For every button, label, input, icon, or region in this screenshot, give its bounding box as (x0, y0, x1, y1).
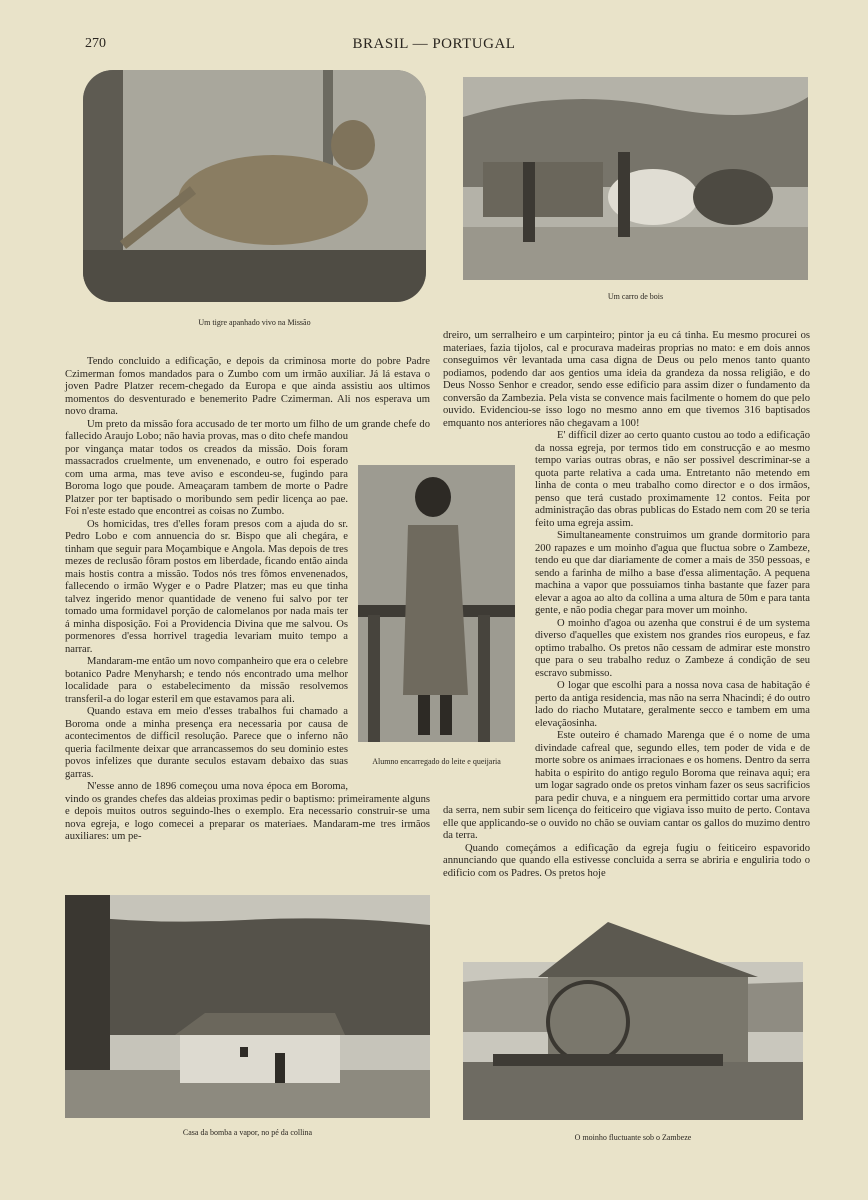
paragraph: O logar que escolhi para a nossa nova casa de habitação é perto da antiga residencia, mas não na serra Nhacindi; é do outro lado do riacho Mutatare, geralmente secco e tambem em uma elevaçãosinha. (535, 680, 810, 729)
paragraph: N'esse anno de 1896 começou uma nova época em Boroma, vindo os grandes chefes das aldeias proximas pedir o baptismo: primeiramente alguns e depois muitos outros seguindo-lhes o exemplo. Era necessario construir-se uma nova egreja, e logo comecei a preparar os materiaes. Mandaram-me tres irmãos auxiliares: um pe- (65, 781, 430, 842)
student-caption: Alumno encarregado do leite e queijaria (372, 757, 501, 766)
paragraph: dreiro, um serralheiro e um carpinteiro; pintor ja eu cá tinha. Eu mesmo procurei os materiaes, fazia tijolos, cal e procurava madeiras proprias no mato: e em dois annos conseguimos vêr levantada uma casa digna de Deus ou pelo menos tanto quanto podiamos, podendo dar aos gentios uma ideia da grandeza da nossa religião, e do Deus Nosso Senhor e creador, sendo esse edificio para assim dizer o fundamento da conversão da Zambezia. Pela vista se convence mais facilmente o homem do que pelo ouvido. Evidenciou-se isso logo no mesmo anno em que tivemos 316 baptisados emquanto nos anteriores não chegavam a 100! (443, 330, 810, 429)
tiger-photo (83, 70, 426, 302)
paragraph: E' difficil dizer ao certo quanto custou ao todo a edificação da nossa egreja, por termos tido em construcção e ao mesmo tempo varias outras obras, e não ser possivel descriminar-se a quota parte relativa a cada uma. Entretanto não metendo em linha de conta o meu trabalho como director e o dos irmãos, penso que terá custado proximamente 12 contos. Feita por administração das obras publicas do Estado nem com 20 se teria feito uma egreja assim. (535, 430, 810, 529)
oxcart-photo (463, 77, 808, 280)
left-column-text (65, 356, 430, 844)
pump-house-photo (65, 895, 430, 1118)
paragraph: Quando começámos a edificação da egreja fugiu o feiticeiro espavorido annunciando que quando ella estivesse concluida a serra se abriria e enguliria todo o edificio com os Padres. Os pretos hoje (443, 842, 810, 879)
page-number: 270 (85, 36, 106, 51)
paragraph: Um preto da missão fora accusado de ter morto um filho de um grande chefe do fallecido Araujo Lobo; não havia provas, mas o dito chefe mandou por vingança matar todos os creados da missão. Dois foram massacrados cruelmente, um envenenado, e outro foi esperado com uma arma, mas teve aviso e escondeu-se, fugindo para Boroma logo que poude. Ameaçaram tambem de morte o Padre Platzer por ter baptisado o moribundo sem pedir licença ao pae. Foi n'este estado que encontrei as coisas no Zumbo. (65, 418, 430, 517)
mill-caption: O moinho fluctuante sob o Zambeze (574, 1133, 692, 1142)
mill-photo (463, 922, 803, 1120)
oxcart-caption: Um carro de bois (607, 292, 664, 301)
tiger-caption: Um tigre apanhado vivo na Missão (198, 318, 311, 327)
paragraph: Quando estava em meio d'esses trabalhos fui chamado a Boroma onde a minha presença era necessaria por causa de acontecimentos de difficil resolução. Parece que o inferno não queria facilmente deixar que arrancassemos do seu dominio estes povos infelizes que durante seculos estavam debaixo das suas garras. (65, 706, 348, 780)
paragraph: Mandaram-me então um novo companheiro que era o celebre botanico Padre Menyharsh; e tendo nós encontrado uma melhor localidade para o estabelecimento da missão resolvemos transferil-a do logar esteril em que estavamos para ali. (65, 656, 348, 705)
paragraph: Simultaneamente construimos um grande dormitorio para 200 rapazes e um moinho d'agua que fluctua sobre o Zambeze, tendo eu que dar diariamente de comer a mais de 350 pessoas, e sendo a farinha de milho a base d'essa alimentação. A pequena machina a vapor que possuiamos tinha bastante que fazer para elevar a agoa ao alto da collina a uma altura de 50m e para tanta gente, e não podia chegar para mover um moinho. (535, 530, 810, 616)
paragraph: O moinho d'agoa ou azenha que construi é de um systema diverso d'aquelles que existem nos grandes rios europeus, e faz optimo trabalho. Os pretos não cessam de admirar este monstro que para o seu trabalho reduz o Zambeze á condição de seu escravo submisso. (535, 617, 810, 679)
running-header: BRASIL — PORTUGAL (352, 36, 516, 52)
right-column-text (443, 330, 810, 880)
paragraph: Este outeiro é chamado Marenga que é o nome de uma divindade cafreal que, segundo elles, tem poder de vida e de morte sobre os animaes irracionaes e os homens. Dentro da serra habita o espirito do antigo regulo Boroma que reinava aqui; era um logar sagrado onde os pretos vinham fazer os seus sacrificios para pedir chuva, e a ninguem era permittido cortar uma arvore da serra, nem subir sem licença do feiticeiro que vigiava isso muito de perto. Contava elle que applicando-se o ouvido no chão se ouviam cantar os gallos do muzimo dentro da terra. (443, 730, 810, 841)
pump-house-caption: Casa da bomba a vapor, no pé da collina (182, 1128, 313, 1137)
paragraph: Tendo concluido a edificação, e depois da criminosa morte do pobre Padre Czimerman fomos mandados para o Zumbo com um irmão auxiliar. Já lá estava o joven Padre Platzer recem-chegado da Europa e que ainda assistiu aos ultimos momentos do desventurado e benemerito Padre Czimerman. Ali nos esperava um novo drama. (65, 356, 430, 417)
paragraph: Os homicidas, tres d'elles foram presos com a ajuda do sr. Pedro Lobo e com annuencia do sr. Bispo que ali chegára, e tinham que seguir para Moçambique e Angola. Mas depois de tres mezes de reclusão fôram postos em liberdade, ficando então ainda mais hostis contra a missão. Todos nós tres fômos envenenados, fallecendo o irmão Wyger e o Padre Platzer; mas eu que tinha talvez ingerido menor quantidade de veneno fui salvo por ter tomado uma formidavel porção de calomelanos por nada mais ter á minha disposição. Foi a Providencia Divina que me salvou. Os pormenores d'essa horrivel tragedia levariam muito tempo a narrar. (65, 518, 348, 655)
